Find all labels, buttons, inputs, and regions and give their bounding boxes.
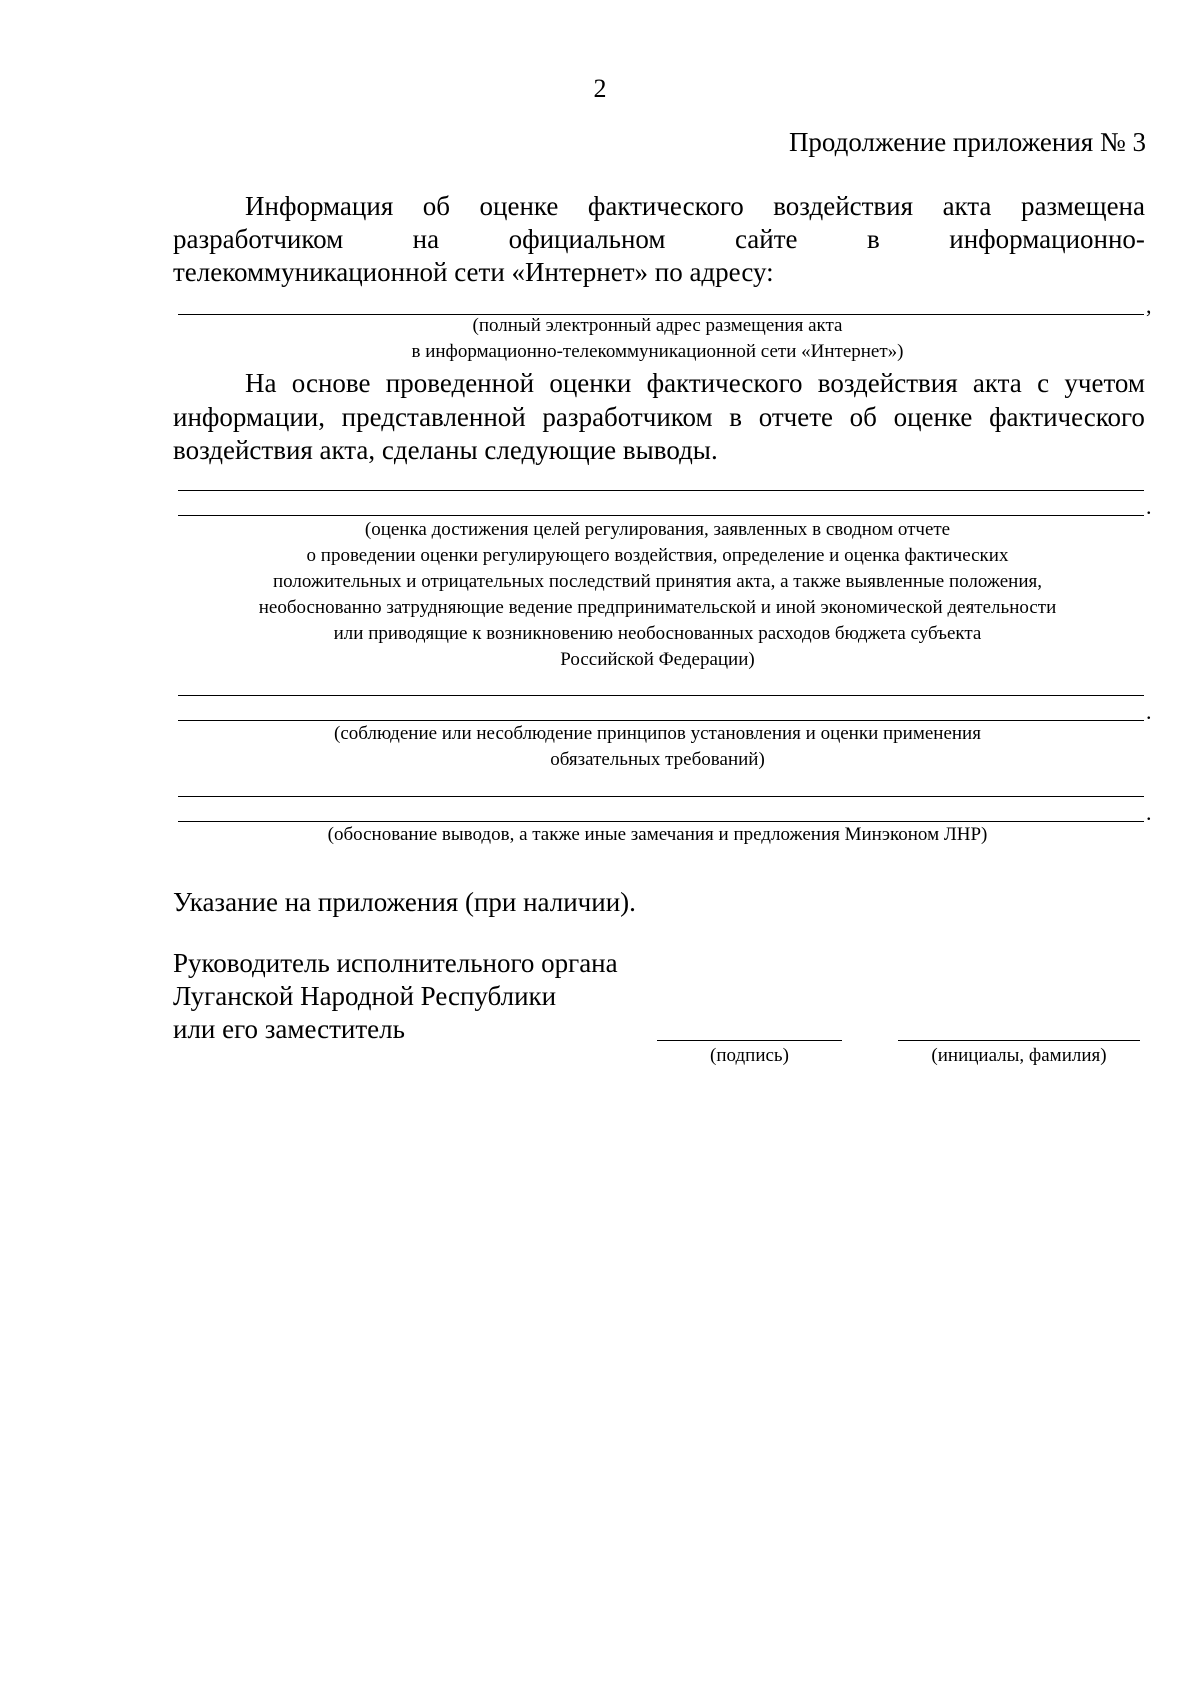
- name-caption: (инициалы, фамилия): [931, 1045, 1107, 1066]
- justification-fill-line-1: [178, 796, 1144, 797]
- justification-line-period: .: [1146, 800, 1152, 825]
- note2-line5: или приводящие к возникновению необоснованных расходов бюджета субъекта: [333, 623, 982, 644]
- signature-caption: (подпись): [710, 1045, 789, 1066]
- para1-line1: Информация об оценке фактического воздействия акта размещена: [245, 191, 1145, 221]
- para2-line2: информации, представленной разработчиком в отчете об оценке фактического: [173, 402, 1145, 432]
- note1-line1: (полный электронный адрес размещения акта: [472, 315, 843, 336]
- name-fill-line: [898, 1040, 1140, 1041]
- principles-line-period: .: [1146, 699, 1152, 724]
- signature-fill-line: [657, 1040, 842, 1041]
- signatory-line3: или его заместитель: [173, 1014, 405, 1044]
- justification-fill-line-2: [178, 821, 1144, 822]
- note3-line1: (соблюдение или несоблюдение принципов установления и оценки применения: [334, 723, 981, 744]
- note2-line2: о проведении оценки регулирующего воздействия, определение и оценка фактических: [306, 545, 1009, 566]
- signatory-line2: Луганской Народной Республики: [173, 981, 557, 1011]
- note4-line1: (обоснование выводов, а также иные замечания и предложения Минэконом ЛНР): [327, 824, 988, 845]
- para2-line1: На основе проведенной оценки фактического воздействия акта с учетом: [245, 368, 1145, 398]
- principles-fill-line-1: [178, 695, 1144, 696]
- para2-line3: воздействия акта, сделаны следующие выводы.: [173, 435, 718, 465]
- para1-line2: разработчиком на официальном сайте в информационно-: [173, 224, 1145, 254]
- principles-fill-line-2: [178, 720, 1144, 721]
- attachments-text: Указание на приложения (при наличии).: [173, 887, 636, 917]
- address-line-comma: ,: [1146, 293, 1152, 318]
- appendix-continuation-heading: Продолжение приложения № 3: [788, 127, 1146, 157]
- para1-line3: телекоммуникационной сети «Интернет» по адресу:: [173, 257, 774, 287]
- note2-line4: необоснованно затрудняющие ведение предпринимательской и иной экономической деятельности: [258, 597, 1057, 618]
- signatory-line1: Руководитель исполнительного органа: [173, 948, 618, 978]
- note2-line1: (оценка достижения целей регулирования, заявленных в сводном отчете: [364, 519, 951, 540]
- page-number: 2: [593, 74, 607, 103]
- conclusions-line-period: .: [1146, 494, 1152, 519]
- note3-line2: обязательных требований): [550, 749, 765, 770]
- note2-line6: Российской Федерации): [560, 649, 755, 670]
- note2-line3: положительных и отрицательных последствий принятия акта, а также выявленные положения,: [272, 571, 1043, 592]
- conclusions-fill-line-2: [178, 515, 1144, 516]
- note1-line2: в информационно-телекоммуникационной сети «Интернет»): [411, 341, 904, 362]
- conclusions-fill-line-1: [178, 490, 1144, 491]
